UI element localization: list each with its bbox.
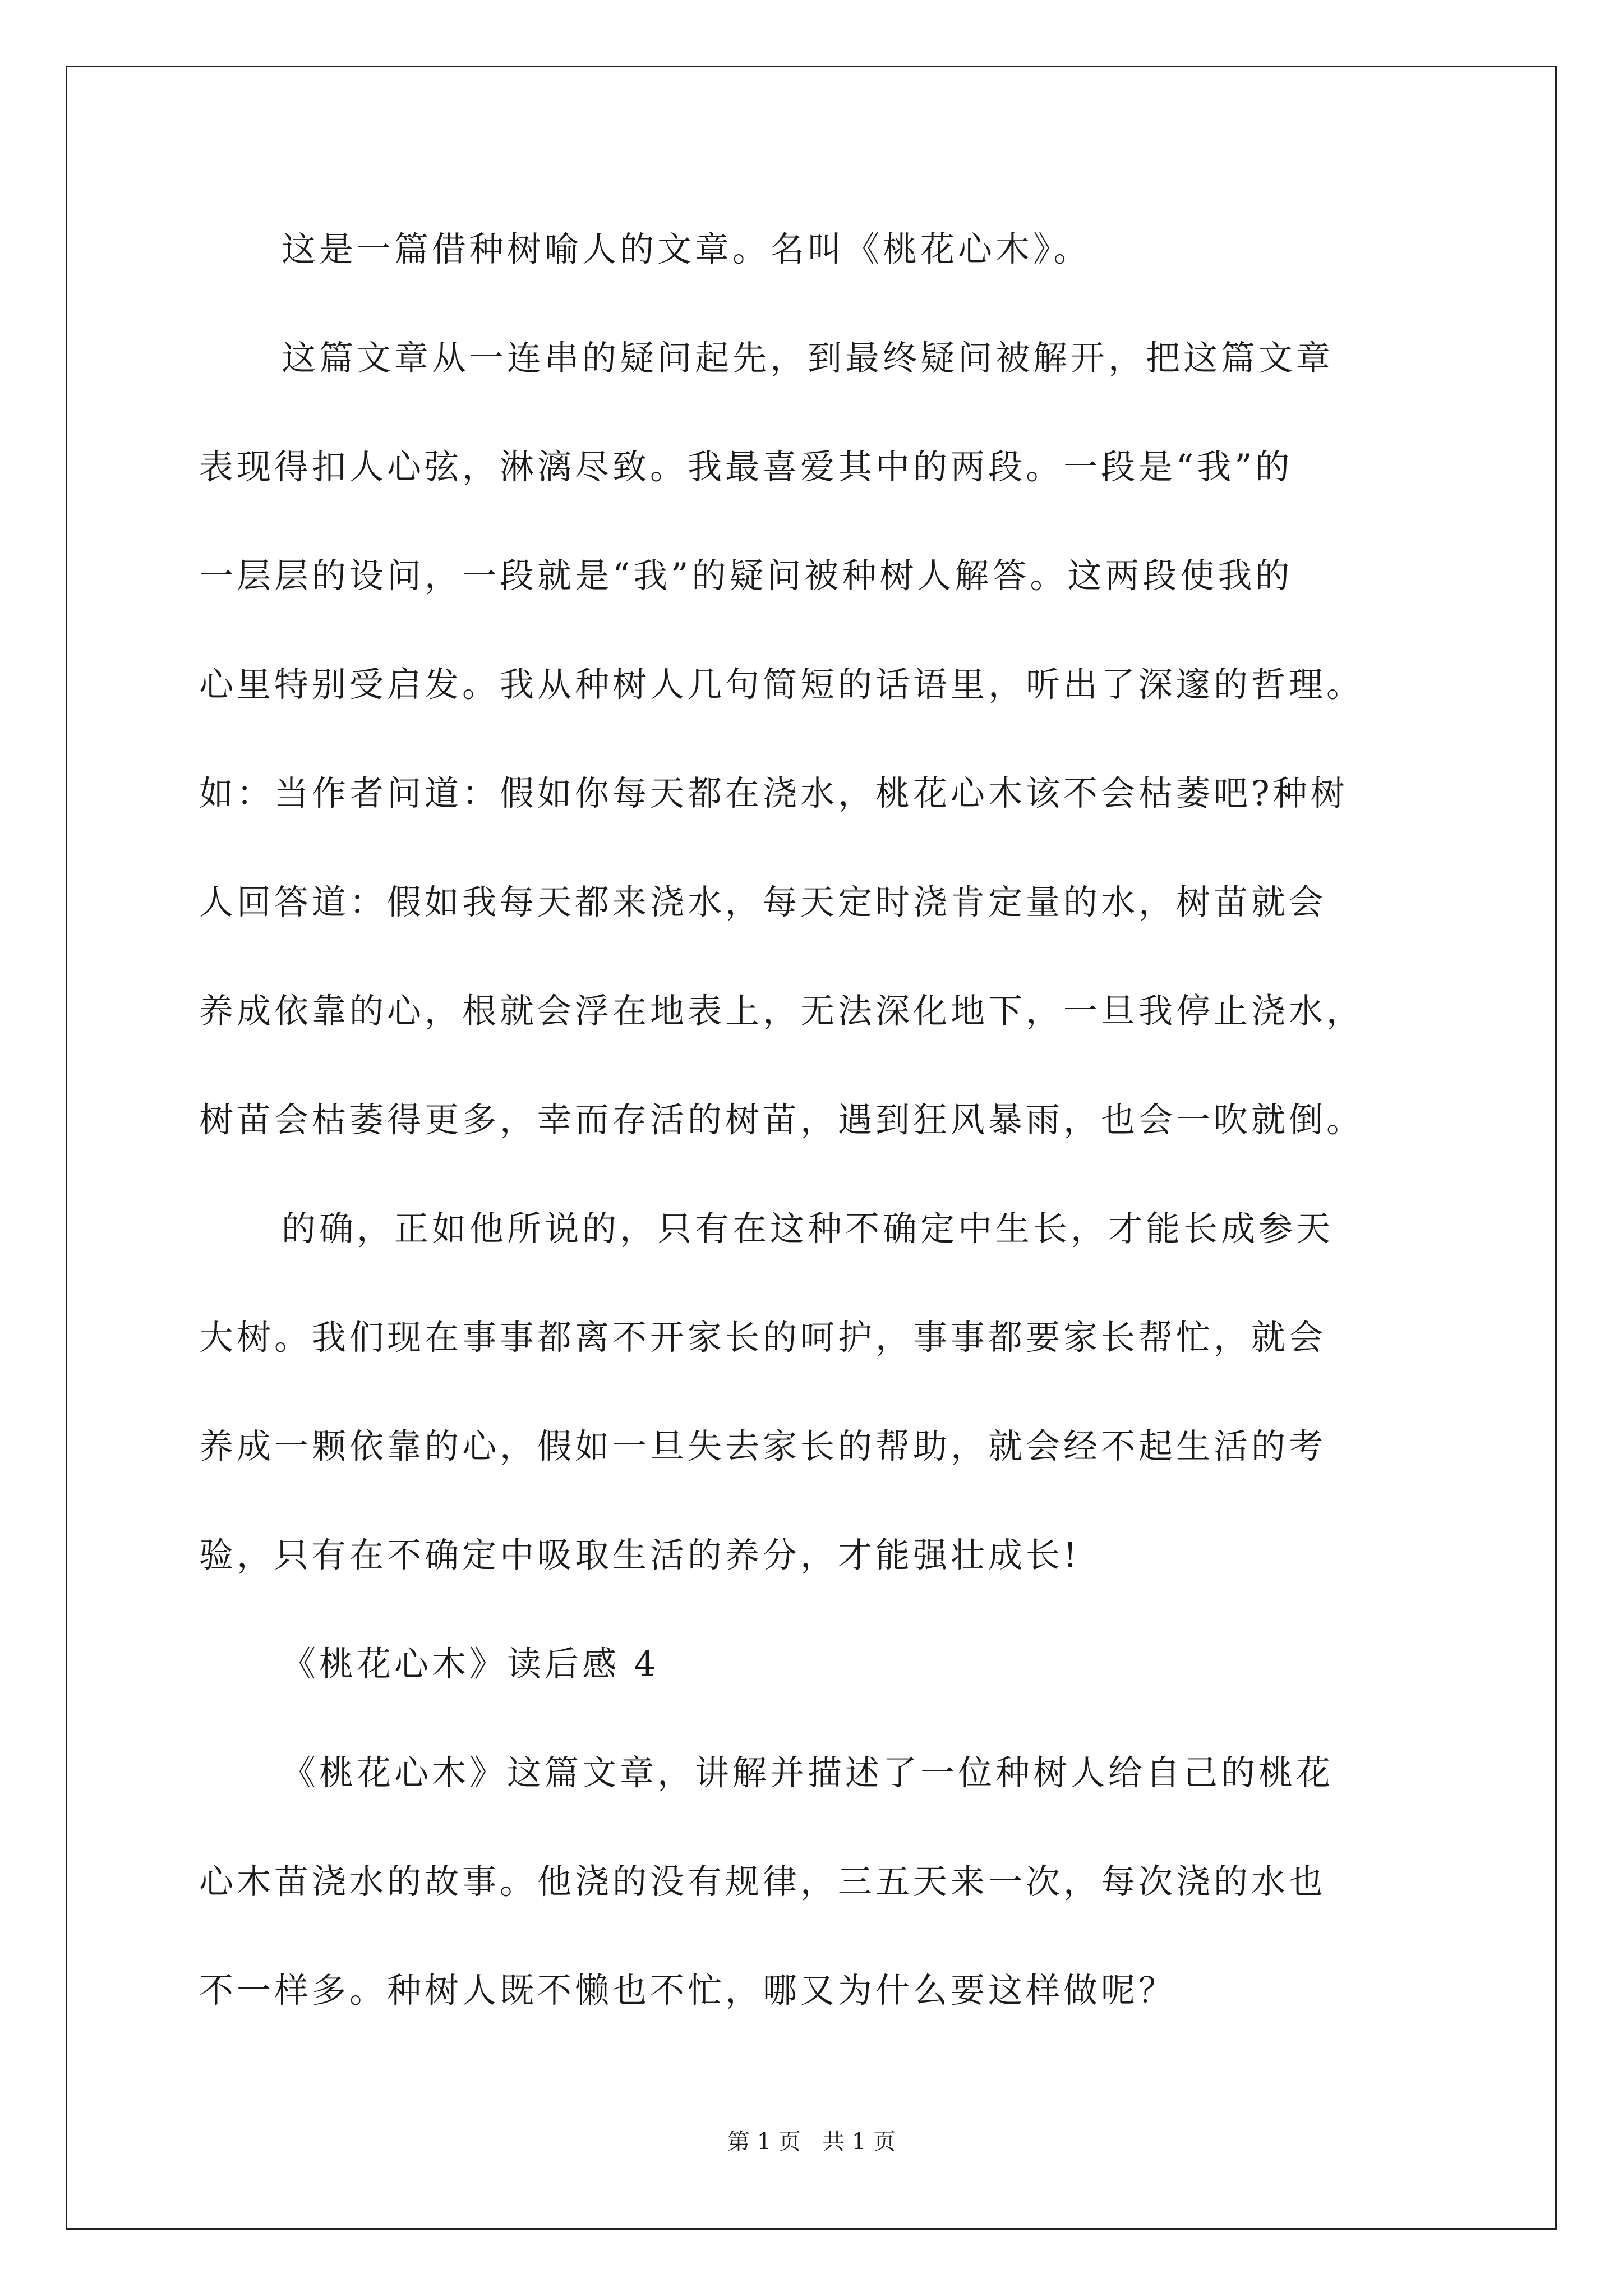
paragraph-line: 大树。我们现在事事都离不开家长的呵护，事事都要家长帮忙，就会 (199, 1318, 1327, 1358)
page-footer: 第 1 页 共 1 页 (727, 2129, 896, 2155)
paragraph-line: 养成一颗依靠的心，假如一旦失去家长的帮助，就会经不起生活的考 (199, 1427, 1327, 1466)
paragraph-line: 不一样多。种树人既不懒也不忙，哪又为什么要这样做呢？ (199, 1971, 1177, 2010)
paragraph-line: 心木苗浇水的故事。他浇的没有规律，三五天来一次，每次浇的水也 (199, 1862, 1327, 1902)
page-border (66, 66, 1557, 2230)
paragraph-line: 人回答道：假如我每天都来浇水，每天定时浇肯定量的水，树苗就会 (199, 882, 1327, 922)
paragraph-line: 养成依靠的心，根就会浮在地表上，无法深化地下，一旦我停止浇水， (199, 991, 1364, 1031)
paragraph-line: 表现得扣人心弦，淋漓尽致。我最喜爱其中的两段。一段是“我”的 (199, 447, 1293, 487)
section-heading: 《桃花心木》读后感 4 (282, 1644, 660, 1684)
paragraph-line: 验，只有在不确定中吸取生活的养分，才能强壮成长! (199, 1535, 1081, 1575)
paragraph-line: 一层层的设问，一段就是“我”的疑问被种树人解答。这两段使我的 (199, 556, 1293, 596)
paragraph-line: 心里特别受启发。我从种树人几句简短的话语里，听出了深邃的哲理。 (199, 665, 1364, 705)
paragraph-line: 这篇文章从一连串的疑问起先，到最终疑问被解开，把这篇文章 (282, 338, 1334, 378)
paragraph-line: 这是一篇借种树喻人的文章。名叫《桃花心木》。 (282, 229, 1091, 269)
paragraph-line: 《桃花心木》这篇文章，讲解并描述了一位种树人给自己的桃花 (282, 1753, 1334, 1793)
paragraph-line: 树苗会枯萎得更多，幸而存活的树苗，遇到狂风暴雨，也会一吹就倒。 (199, 1100, 1364, 1140)
paragraph-line: 如：当作者问道：假如你每天都在浇水，桃花心木该不会枯萎吧?种树 (199, 774, 1348, 813)
paragraph-line: 的确，正如他所说的，只有在这种不确定中生长，才能长成参天 (282, 1209, 1334, 1249)
